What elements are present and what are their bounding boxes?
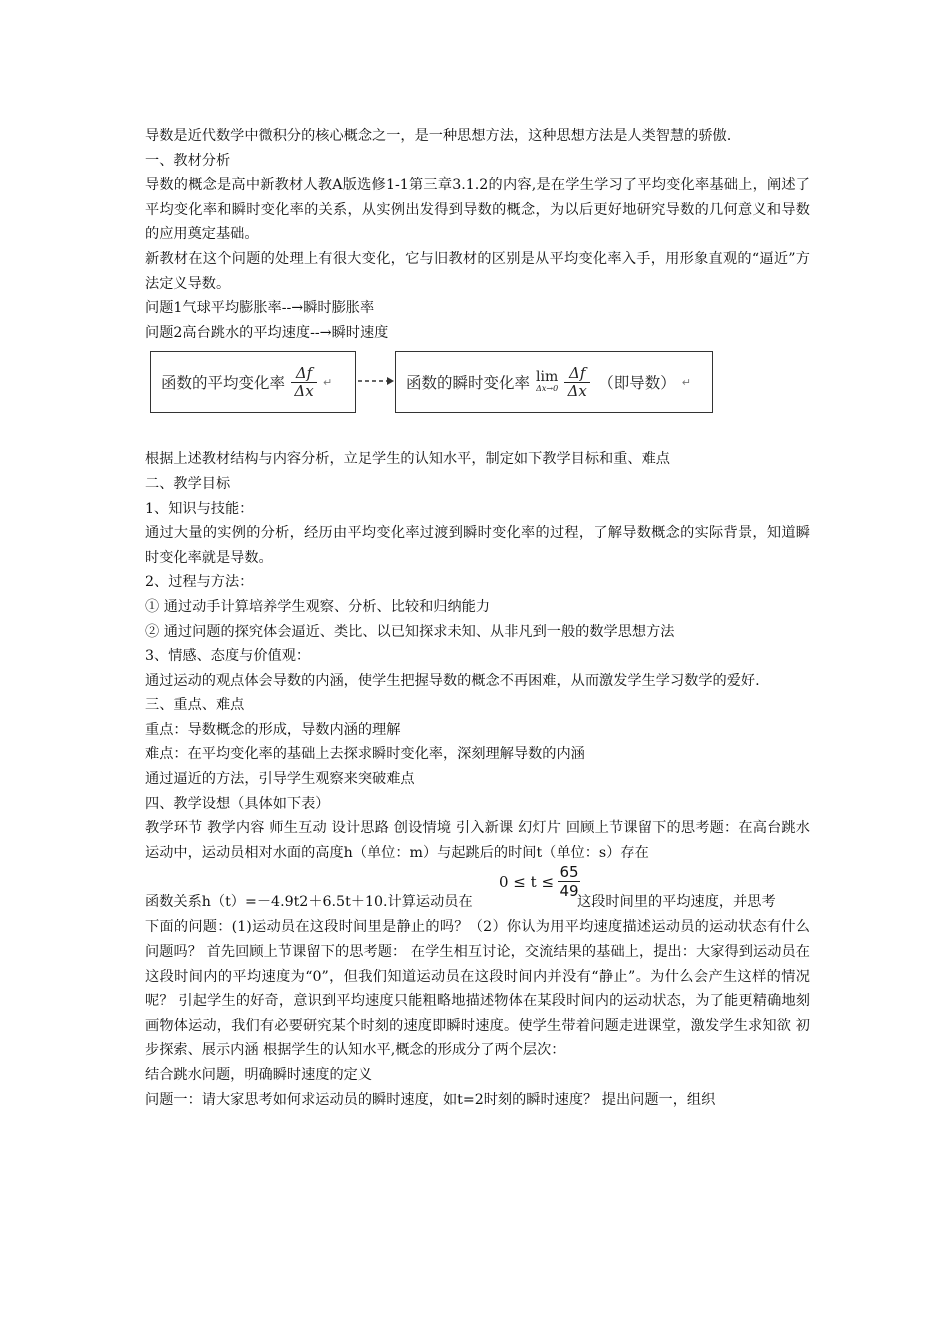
instantaneous-rate-label: 函数的瞬时变化率 <box>406 374 531 393</box>
lim-subscript: Δx→0 <box>536 383 559 393</box>
body-paragraph: 通过逼近的方法，引导学生观察来突破难点 <box>145 771 415 788</box>
problem-2: 问题2高台跳水的平均速度--→瞬时速度 <box>145 324 389 341</box>
body-paragraph: 导数的概念是高中新教材人教A版选修1-1第三章3.1.2的内容,是在学生学习了平均变化率基础上，阐述了平均变化率和瞬时变化率的关系，从实例出发得到导数的概念，为以后更好地研究导数的几何意义和导数的应用奠定基础。 <box>145 177 810 243</box>
paragraph-mark-icon: ↵ <box>323 375 333 389</box>
body-paragraph: 结合跳水问题，明确瞬时速度的定义 <box>145 1067 373 1083</box>
body-paragraph: 问题一：请大家思考如何求运动员的瞬时速度，如t=2时刻的瞬时速度？ 提出问题一，组织 <box>145 1091 716 1108</box>
denominator: Δx <box>567 381 587 400</box>
function-relation-text: 函数关系h（t）=－4.9t2＋6.5t＋10.计算运动员在 <box>145 894 473 911</box>
dashed-arrow-icon <box>356 374 395 388</box>
derivative-concept-diagram <box>145 349 810 443</box>
body-paragraph: 根据上述教材结构与内容分析，立足学生的认知水平，制定如下教学目标和重、难点 <box>145 451 670 468</box>
section-heading-3: 三、重点、难点 <box>145 697 245 714</box>
paragraph-mark-icon: ↵ <box>681 375 691 389</box>
body-paragraph: 新教材在这个问题的处理上有很大变化，它与旧教材的区别是从平均变化率入手，用形象直观的“逼近”方法定义导数。 <box>145 250 810 292</box>
body-paragraph: 教学环节 教学内容 师生互动 设计思路 创设情境 引入新课 幻灯片 回顾上节课留下的思考题：在高台跳水运动中，运动员相对水面的高度h（单位：m）与起跳后的时间t（单位：s）存在 <box>145 820 810 861</box>
denominator: Δx <box>294 381 314 400</box>
fraction-df-dx <box>564 365 590 400</box>
inequality-left: 0 ≤ t ≤ <box>499 872 555 891</box>
subheading: 1、知识与技能： <box>145 500 254 517</box>
time-interval-inequality <box>499 863 580 900</box>
key-point: 重点：导数概念的形成，导数内涵的理解 <box>145 721 401 738</box>
body-paragraph: 通过运动的观点体会导数的内涵，使学生把握导数的概念不再困难，从而激发学生学习数学的爱好. <box>145 672 760 689</box>
list-item: ② 通过问题的探究体会逼近、类比、以已知探求未知、从非凡到一般的数学思想方法 <box>145 623 675 640</box>
limit-operator <box>536 368 559 394</box>
document-page <box>145 124 810 1112</box>
average-rate-label: 函数的平均变化率 <box>161 374 286 393</box>
numerator: 65 <box>559 863 579 882</box>
lim-text: lim <box>536 368 559 385</box>
formula-line <box>145 865 810 915</box>
problem-1: 问题1气球平均膨胀率--→瞬时膨胀率 <box>145 300 375 317</box>
derivative-paren-label: （即导数） <box>598 374 676 393</box>
subheading: 2、过程与方法： <box>145 574 254 591</box>
numerator: Δf <box>569 363 586 382</box>
body-paragraph: 通过大量的实例的分析，经历由平均变化率过渡到瞬时变化率的过程，了解导数概念的实际背景，知道瞬时变化率就是导数。 <box>145 525 810 566</box>
subheading: 3、情感、态度与价值观： <box>145 648 311 665</box>
fraction-df-dx <box>291 365 317 400</box>
intro-paragraph: 导数是近代数学中微积分的核心概念之一，是一种思想方法，这种思想方法是人类智慧的骄傲. <box>145 128 732 144</box>
formula-trailing-text: 这段时间里的平均速度，并思考 <box>577 894 776 911</box>
body-paragraph: 下面的问题：(1)运动员在这段时间里是静止的吗？（2）你认为用平均速度描述运动员的运动状态有什么问题吗？ 首先回顾上节课留下的思考题： 在学生相互讨论，交流结果的基础上，提出：大家得到运动员在这段时间内的平均速度为“0”，但我们知道运动员在这段时间内并没有“静止”。为什么会产生这样的情况呢？ 引起学生的好奇，意识到平均速度只能粗略地描述物体在某段时间内的运动状态，为了能更精确地刻画物体运动，我们有必要研究某个时刻的速度即瞬时速度。使学生带着问题走进课堂，激发学生求知欲 初步探索、展示内涵 根据学生的认知水平,概念的形成分了两个层次： <box>145 919 810 1059</box>
section-heading-2: 二、教学目标 <box>145 475 231 492</box>
list-item: ① 通过动手计算培养学生观察、分析、比较和归纳能力 <box>145 598 491 615</box>
section-heading-4: 四、教学设想（具体如下表） <box>145 795 330 812</box>
section-heading-1: 一、教材分析 <box>145 152 231 169</box>
denominator: 49 <box>559 882 579 901</box>
numerator: Δf <box>295 363 313 382</box>
difficult-point: 难点：在平均变化率的基础上去探求瞬时变化率，深刻理解导数的内涵 <box>145 746 585 763</box>
average-rate-box <box>150 351 356 413</box>
instantaneous-rate-box <box>395 351 713 413</box>
